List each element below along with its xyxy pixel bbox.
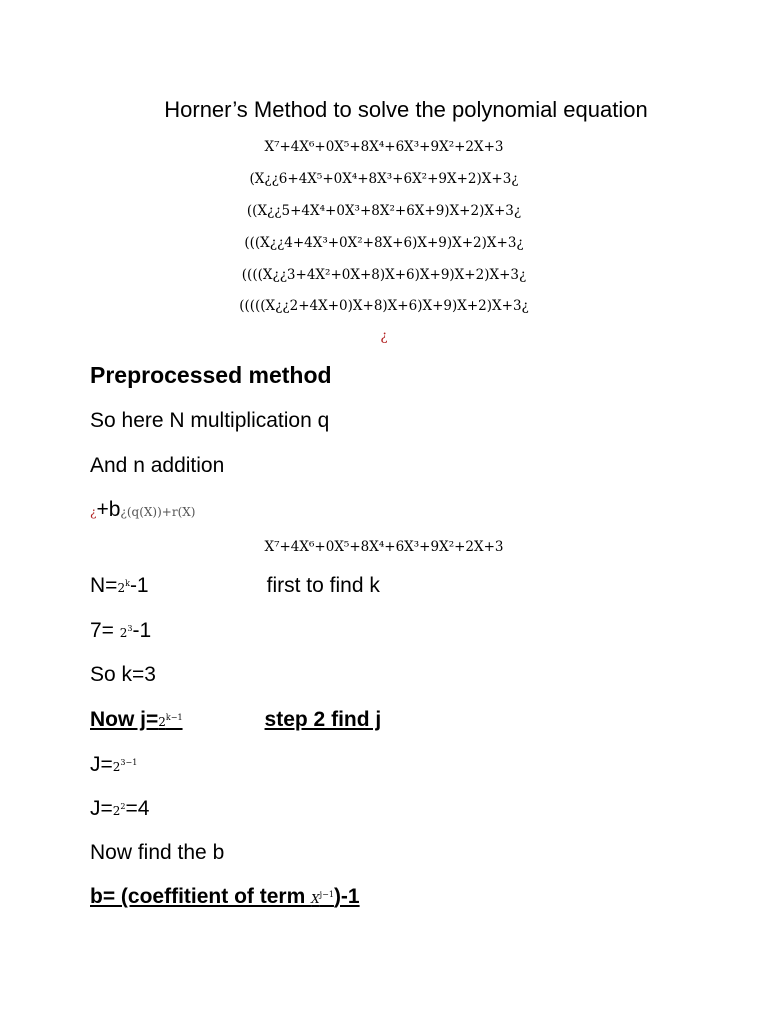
text-line-n-equals [90, 572, 380, 602]
exponent: 3−1 [120, 758, 138, 767]
text-line-j [90, 706, 381, 736]
horner-step-2: ((X¿¿5+4X⁴+0X³+8X²+6X+9)X+2)X+3¿ [246, 203, 522, 219]
text-line-j-value-2 [90, 795, 149, 825]
polynomial-equation: X⁷+4X⁶+0X⁵+8X⁴+6X³+9X²+2X+3 [264, 139, 504, 155]
label: 7= [90, 619, 120, 642]
exponent: j−1 [319, 890, 334, 899]
label: N= [90, 574, 118, 597]
stray-glyph: ¿ [380, 328, 388, 344]
note-find-j: step 2 find j [264, 708, 382, 731]
label: J= [90, 797, 113, 820]
text-line-seven [90, 617, 151, 647]
label: J= [90, 753, 113, 776]
note-find-k: first to find k [266, 574, 380, 597]
suffix: -1 [132, 619, 152, 642]
label: b= (coeffitient of term [90, 885, 312, 908]
section-heading: Preprocessed method [90, 362, 332, 388]
text-line-k: So k=3 [90, 663, 156, 686]
horner-step-3: (((X¿¿4+4X³+0X²+8X+6)X+9)X+2)X+3¿ [244, 235, 524, 251]
formula-b: +b [96, 498, 121, 521]
text-line-addition: And n addition [90, 454, 225, 477]
formula-line [90, 496, 195, 526]
text-line-j-value-1 [90, 751, 137, 781]
horner-step-5: (((((X¿¿2+4X+0)X+8)X+6)X+9)X+2)X+3¿ [239, 298, 529, 314]
text-line-multiplication: So here N multiplication q [90, 409, 330, 432]
label: Now j= [90, 708, 159, 731]
exponent: k−1 [165, 713, 183, 722]
base: 2 [112, 760, 121, 774]
horner-step-1: (X¿¿6+4X⁵+0X⁴+8X³+6X²+9X+2)X+3¿ [249, 171, 519, 187]
formula-expression: ¿(q(X))+r(X) [120, 505, 196, 519]
exponent: k [125, 579, 130, 588]
base: 2 [119, 626, 128, 640]
base: 2 [158, 715, 166, 729]
polynomial-equation-repeat: X⁷+4X⁶+0X⁵+8X⁴+6X³+9X²+2X+3 [264, 539, 504, 555]
result: =4 [125, 797, 150, 820]
exponent: 2 [120, 802, 126, 811]
term-x: X [311, 892, 320, 906]
document-title: Horner’s Method to solve the polynomial equation [164, 97, 648, 122]
exponent: 3 [127, 624, 133, 633]
horner-step-4: ((((X¿¿3+4X²+0X+8)X+6)X+9)X+2)X+3¿ [241, 267, 527, 283]
suffix: )-1 [333, 885, 360, 908]
base: 2 [117, 581, 126, 595]
text-line-b-formula [90, 883, 360, 913]
base: 2 [112, 804, 121, 818]
text-line-find-b: Now find the b [90, 841, 225, 864]
suffix: -1 [129, 574, 149, 597]
stray-glyph: ¿ [90, 505, 97, 519]
